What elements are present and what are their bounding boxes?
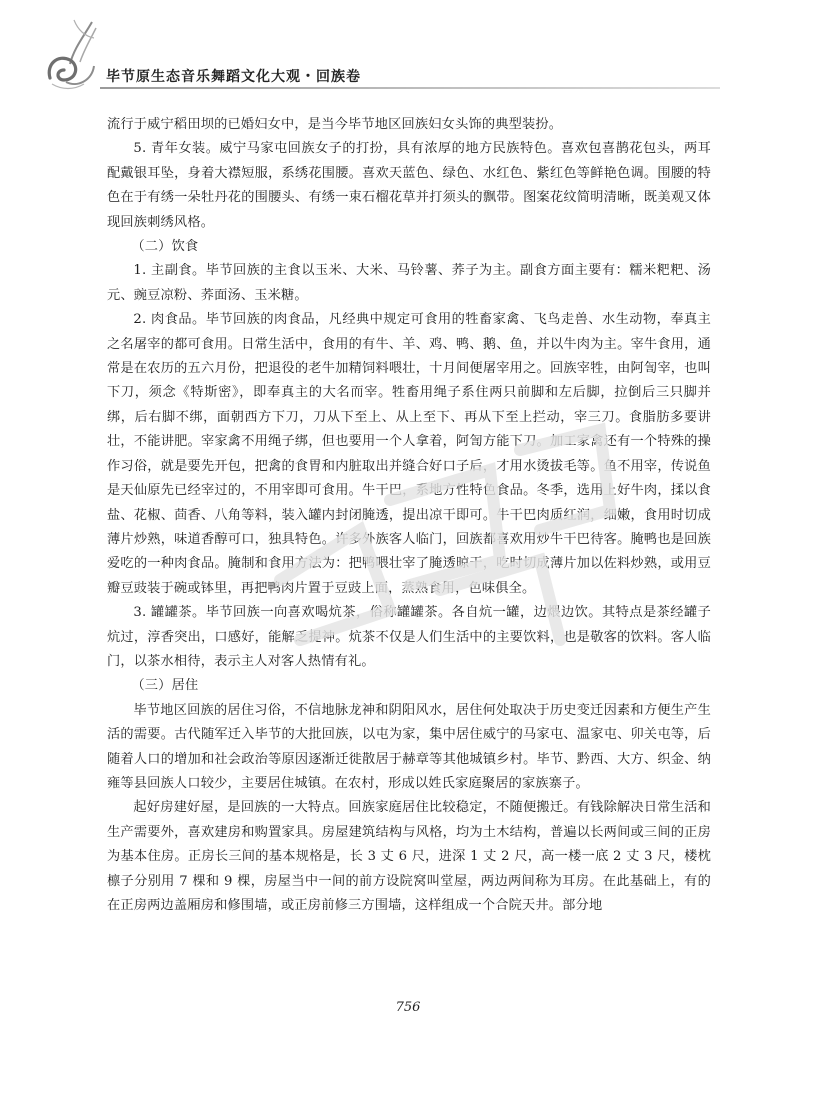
paragraph: 5. 青年女装。威宁马家屯回族女子的打扮，具有浓厚的地方民族特色。喜欢包喜鹊花包头，两耳配戴银耳坠，身着大襟短服，系绣花围腰。喜欢天蓝色、绿色、水红色、紫红色等鲜艳色调。围腰的特色在于有绣一朵牡丹花的围腰头、有绣一束石榴花草并打须头的飘带。图案花纹简明清晰，既美观又体现回族刺绣风格。 (107, 141, 711, 230)
dancer-swirl-icon (44, 14, 102, 90)
paragraph: 毕节地区回族的居住习俗，不信地脉龙神和阴阳风水，居住何处取决于历史变迁因素和方便生产生活的需要。古代随军迁入毕节的大批回族，以屯为家，集中居住威宁的马家屯、温家屯、卯关屯等，后随着人口的增加和社会政治等原因逐渐迁徙散居于赫章等其他城镇乡村。毕节、黔西、大方、织金、纳雍等县回族人口较少，主要居住城镇。在农村，形成以姓氏家庭聚居的家族寨子。 (107, 702, 711, 791)
section-heading: （三）居住 (131, 678, 199, 694)
paragraph: 起好房建好屋，是回族的一大特点。回族家庭居住比较稳定，不随便搬迁。有钱除解决日常生活和生产需要外，喜欢建房和购置家具。房屋建筑结构与风格，均为土木结构，普遍以长两间或三间的正房为基本住房。正房长三间的基本规格是，长 3 丈 6 尺，进深 1 丈 2 尺，高一楼一底 2 丈 3 尺，楼枕檩子分别用 7 棵和 9 棵，房屋当中一间的前方设院窝叫堂屋，两边两间称为耳房。在此基础上，有的在正房两边盖厢房和修围墙，或正房前修三方围墙，这样组成一个合院天井。部分地 (107, 800, 711, 913)
running-header-title: 毕节原生态音乐舞蹈文化大观・回族卷 (106, 69, 361, 85)
header-divider (100, 87, 720, 89)
paragraph: 3. 罐罐茶。毕节回族一向喜欢喝炕茶，俗称罐罐茶。各自炕一罐，边煨边饮。其特点是茶经罐子炕过，淳香突出，口感好，能解乏提神。炕茶不仅是人们生活中的主要饮料，也是敬客的饮料。客人临门，以茶水相待，表示主人对客人热情有礼。 (107, 605, 711, 669)
paragraph: 流行于威宁稻田坝的已婚妇女中，是当今毕节地区回族妇女头饰的典型装扮。 (107, 117, 563, 132)
page-number: 756 (395, 1000, 421, 1015)
section-heading: （二）饮食 (131, 239, 199, 255)
paragraph: 2. 肉食品。毕节回族的肉食品，凡经典中规定可食用的牲畜家禽、飞鸟走兽、水生动物，奉真主之名屠宰的都可食用。日常生活中，食用的有牛、羊、鸡、鸭、鹅、鱼，并以牛肉为主。宰牛食用，通常是在农历的五六月份，把退役的老牛加精饲料喂壮，十月间便屠宰用之。回族宰牲，由阿訇宰，也叫下刀，须念《特斯密》，即奉真主的大名而宰。牲畜用绳子系住两只前脚和左后脚，拉倒后三只脚并绑，后右脚不绑，面朝西方下刀，刀从下至上、从上至下、再从下至上拦动，宰三刀。食脂肪多要讲壮，不能讲肥。宰家禽不用绳子绑，但也要用一个人拿着，阿訇方能下刀。加工家禽还有一个特殊的操作习俗，就是要先开包，把禽的食胃和内脏取出并缝合好口子后，才用水烫拔毛等。鱼不用宰，传说鱼是天仙原先已经宰过的，不用宰即可食用。牛干巴，系地方性特色食品。冬季，选用上好牛肉，揉以食盐、花椒、茴香、八角等料，装入罐内封闭腌透，提出凉干即可。牛干巴肉质红润，细嫩，食用时切成薄片炒熟，味道香醇可口，独具特色。许多外族客人临门，回族都喜欢用炒牛干巴待客。腌鸭也是回族爱吃的一种肉食品。腌制和食用方法为：把鸭喂壮宰了腌透晾干，吃时切成薄片加以佐料炒熟，或用豆瓣豆豉装于碗或钵里，再把鸭肉片置于豆豉上面，蒸熟食用，色味俱全。 (107, 312, 711, 596)
body-text (107, 113, 711, 918)
paragraph: 1. 主副食。毕节回族的主食以玉米、大米、马铃薯、荞子为主。副食方面主要有：糯米粑粑、汤元、豌豆凉粉、荞面汤、玉米糖。 (107, 263, 711, 303)
